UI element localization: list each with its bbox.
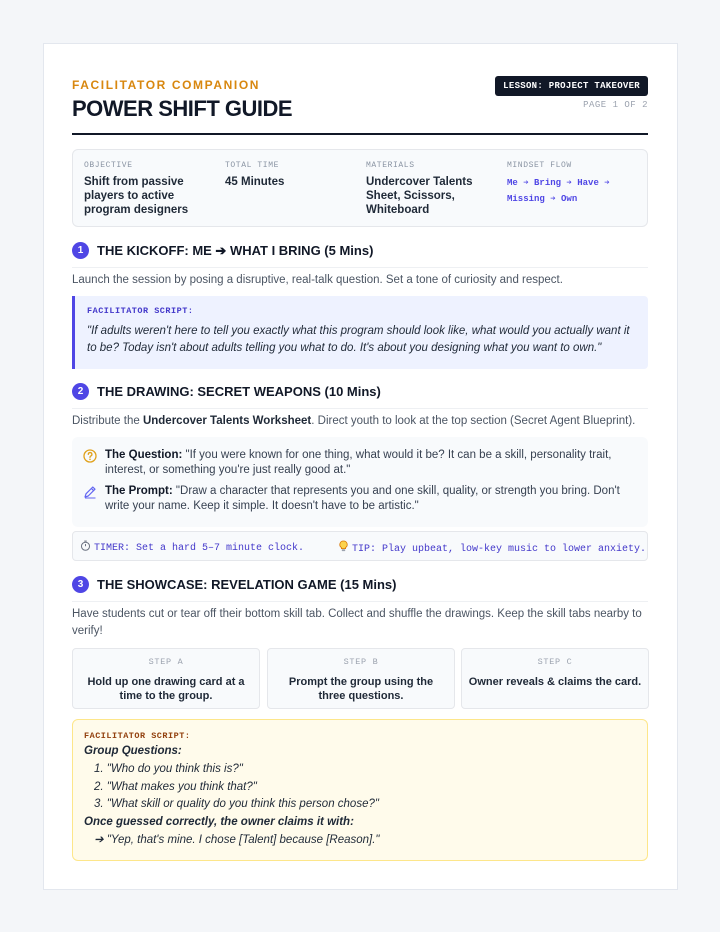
time-label: TOTAL TIME xyxy=(225,161,280,170)
script-1-label: FACILITATOR SCRIPT: xyxy=(87,306,194,316)
section-3-intro: Have students cut or tear off their bottom skill tab. Collect and shuffle the drawings. Keep the skill tabs nearby to verify! xyxy=(72,608,642,637)
title-divider xyxy=(72,133,648,135)
step-card-b xyxy=(267,648,455,709)
question-item-3: 3. "What skill or quality do you think this person chose?" xyxy=(94,798,379,811)
objective-value: Shift from passive players to active program designers xyxy=(84,176,189,216)
step-b-text: Prompt the group using the three questions. xyxy=(288,676,434,702)
meta-time xyxy=(225,161,355,189)
prompt-body: "Draw a character that represents you and one skill, quality, or strength you bring. Don't write your name. Keep it simple. It doesn't have to be artistic." xyxy=(105,485,620,512)
stopwatch-icon xyxy=(80,540,91,551)
question-prompt-box xyxy=(72,437,648,527)
eyebrow-label: FACILITATOR COMPANION xyxy=(72,78,261,92)
step-c-label: STEP C xyxy=(537,657,573,667)
flow-line-2: Missing ➔ Own xyxy=(507,194,578,204)
lesson-badge: LESSON: PROJECT TAKEOVER xyxy=(495,76,648,96)
materials-label: MATERIALS xyxy=(366,161,415,170)
claim-heading: Once guessed correctly, the owner claims it with: xyxy=(84,816,354,829)
flow-label: MINDSET FLOW xyxy=(507,161,572,170)
prompt-label: The Prompt: xyxy=(105,485,173,497)
meta-panel xyxy=(72,149,648,227)
facilitator-script-1 xyxy=(72,296,648,369)
tip-note xyxy=(338,540,646,555)
section-3-number: 3 xyxy=(72,576,89,593)
meta-materials xyxy=(366,161,476,217)
intro-text-start: Distribute the xyxy=(72,415,143,427)
section-2-intro xyxy=(72,413,648,430)
question-item-1: 1. "Who do you think this is?" xyxy=(94,762,243,775)
tip-text: TIP: Play upbeat, low-key music to lower anxiety. xyxy=(352,544,647,555)
section-2-header xyxy=(72,383,648,409)
meta-flow xyxy=(507,161,637,207)
pencil-icon xyxy=(83,485,97,499)
section-1-title: THE KICKOFF: ME ➔ WHAT I BRING (5 Mins) xyxy=(97,243,374,258)
prompt-text xyxy=(105,484,634,514)
question-text xyxy=(105,448,634,478)
page-indicator: PAGE 1 OF 2 xyxy=(583,100,648,110)
timer-text: TIMER: Set a hard 5–7 minute clock. xyxy=(94,543,305,554)
step-c-text: Owner reveals & claims the card. xyxy=(468,676,642,688)
steps-row xyxy=(72,648,648,709)
step-card-c xyxy=(461,648,649,709)
flow-line-1: Me ➔ Bring ➔ Have ➔ xyxy=(507,178,610,188)
script-1-quote: "If adults weren't here to tell you exactly what this program should look like, what would you actually want it to be? Today isn't about adults telling you what to do. It's about you designing what you want to own." xyxy=(87,325,630,354)
question-body: "If you were known for one thing, what would it be? It can be a skill, personality trait, interest, or something you're just really good at." xyxy=(105,449,612,476)
script-2-label: FACILITATOR SCRIPT: xyxy=(84,731,191,741)
section-3-title: THE SHOWCASE: REVELATION GAME (15 Mins) xyxy=(97,577,397,592)
section-2-title: THE DRAWING: SECRET WEAPONS (10 Mins) xyxy=(97,384,381,399)
intro-text-end: . Direct youth to look at the top section (Secret Agent Blueprint). xyxy=(311,415,636,427)
page-title: POWER SHIFT GUIDE xyxy=(72,96,293,121)
claim-line: ➔ "Yep, that's mine. I chose [Talent] because [Reason]." xyxy=(94,833,380,846)
objective-label: OBJECTIVE xyxy=(84,161,133,170)
meta-objective xyxy=(84,161,219,217)
timer-tip-bar xyxy=(72,531,648,561)
timer-note xyxy=(80,540,304,554)
time-value: 45 Minutes xyxy=(225,176,285,188)
step-a-text: Hold up one drawing card at a time to the group. xyxy=(87,676,245,702)
guide-page xyxy=(43,43,678,890)
section-3-header xyxy=(72,576,648,602)
question-label: The Question: xyxy=(105,449,183,461)
section-1-intro: Launch the session by posing a disruptive, real-talk question. Set a tone of curiosity and respect. xyxy=(72,274,563,286)
help-circle-icon xyxy=(83,449,97,463)
step-card-a xyxy=(72,648,260,709)
worksheet-name: Undercover Talents Worksheet xyxy=(142,415,312,427)
section-1-header xyxy=(72,242,648,268)
materials-value: Undercover Talents Sheet, Scissors, Whiteboard xyxy=(366,176,473,216)
step-b-label: STEP B xyxy=(343,657,379,667)
step-a-label: STEP A xyxy=(148,657,184,667)
group-questions-heading: Group Questions: xyxy=(84,745,182,757)
question-item-2: 2. "What makes you think that?" xyxy=(94,780,257,793)
lightbulb-icon xyxy=(338,540,349,552)
section-2-number: 2 xyxy=(72,383,89,400)
facilitator-script-2 xyxy=(72,719,648,861)
section-1-number: 1 xyxy=(72,242,89,259)
